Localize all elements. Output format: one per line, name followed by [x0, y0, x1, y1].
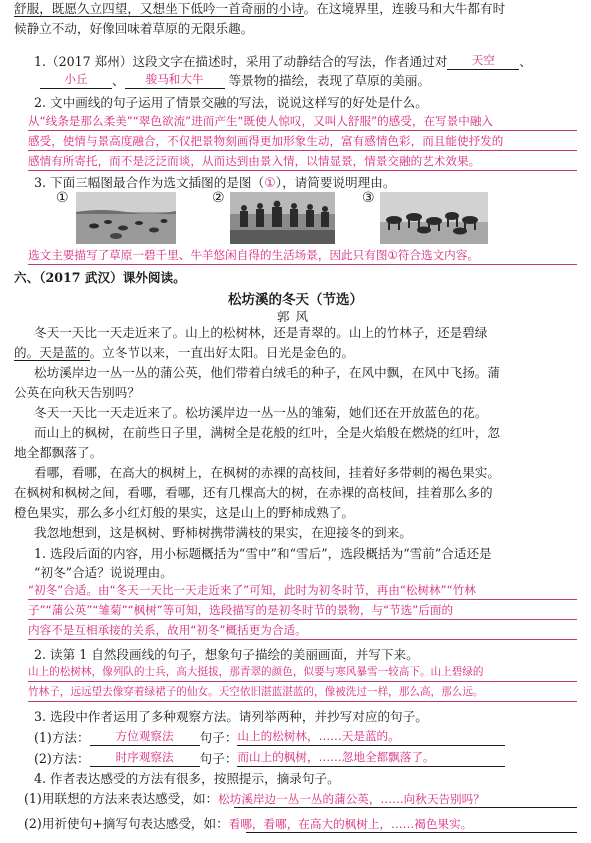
row-label: (1)用联想的方法来表达感受，如： — [24, 791, 219, 806]
answer-rule — [28, 639, 577, 640]
picture-label: ① — [56, 190, 69, 206]
answer-blank[interactable]: 骏马和大牛 — [125, 71, 225, 89]
question-text: 3. 下面三幅图最合作为选文插图的是图（ — [34, 175, 265, 190]
picture-dancers — [230, 192, 335, 244]
passage-line: 橙色果实，那么多小红灯般的果实，这是山上的野柿成熟了。 — [14, 505, 355, 520]
underlined-sentence: 舒服，既愿久立四望，又想坐下低吟一首奇丽的小诗 — [14, 1, 304, 16]
question-b1: 1. 选段后面的内容，用小标题概括为“雪中”和“雪后”，选段概括为“雪前”合适还是 — [34, 546, 492, 561]
answer-line: 感情有所寄托，而不是泛泛而谈，从而达到由景入情，以情显景，情景交融的艺术效果。 — [28, 154, 481, 168]
sentence-answer[interactable]: 而山上的枫树，……忽地全都飘落了。 — [237, 749, 505, 767]
passage-line: 公英在向秋天告别吗？ — [14, 385, 140, 400]
answer-line: “初冬”合适。由“冬天一天比一天走近来了”可知，此时为初冬时节，再由“松树林”“竹林 — [28, 583, 476, 597]
feeling-answer[interactable]: 松坊溪岸边一丛一丛的蒲公英，……向秋天告别吗？ — [218, 792, 485, 806]
answer-rule — [28, 170, 577, 171]
question-3 — [34, 174, 577, 192]
answer-line: 山上的松树林，像列队的士兵，高大挺拔，那青翠的颜色，似要与寒风暴雪一较高下。山上碧绿的 — [28, 666, 484, 678]
row-label: (2)用祈使句+摘写句表达感受，如： — [24, 816, 229, 831]
method-answer[interactable]: 方位观察法 — [90, 728, 200, 746]
passage-line: 看哪，看哪，在高大的枫树上，在枫树的赤裸的高枝间，挂着好多带刺的褐色果实。 — [34, 465, 500, 480]
passage-line: 冬天一天比一天走近来了。松坊溪岸边一丛一丛的雏菊，她们还在开放蓝色的花。 — [34, 405, 488, 420]
method-row-1 — [34, 728, 577, 746]
passage-line: 我忽地想到，这是枫树、野柿树携带满枝的果实，在迎接冬的到来。 — [34, 525, 412, 540]
passage-text: 。在这境界里，连骏马和大牛都有时 — [303, 1, 506, 16]
answer-rule — [246, 832, 577, 833]
feeling-answer[interactable]: 看哪，看哪，在高大的枫树上，……褐色果实。 — [228, 817, 473, 831]
row-label: (1)方法： — [34, 730, 90, 745]
row-label: 句子： — [199, 730, 238, 745]
passage-line: 地全都飘落了。 — [14, 445, 103, 460]
passage-line: 在枫树和枫树之间，看哪，看哪，还有几棵高大的树，在赤裸的高枝间，挂着那么多的 — [14, 485, 493, 500]
picture-label: ③ — [362, 190, 375, 206]
feeling-row-1 — [24, 790, 577, 808]
answer-rule — [28, 130, 577, 131]
question-b2: 2. 读第 1 自然段画线的句子，想象句子描绘的美丽画面，并写下来。 — [34, 647, 419, 662]
answer-rule — [28, 681, 577, 682]
question-1 — [34, 52, 577, 70]
sentence-answer[interactable]: 山上的松树林，……天是蓝的。 — [237, 728, 505, 746]
article-title: 松坊溪的冬天（节选） — [228, 292, 363, 308]
answer-line: 内容不是互相承接的关系，故用“初冬”概括更为合适。 — [28, 623, 307, 637]
underlined-sentence: 的。天是蓝的 — [14, 345, 90, 360]
question-2: 2. 文中画线的句子运用了情景交融的写法，说说这样写的好处是什么。 — [34, 95, 428, 110]
question-text: 1.（2017 郑州）这段文字在描述时，采用了动静结合的写法，作者通过对 — [34, 54, 448, 69]
answer-rule — [28, 619, 577, 620]
answer-line: 竹林子，远远望去像穿着绿裙子的仙女。天空依旧湛蓝湛蓝的，像被洗过一样，那么高，那么远。 — [28, 686, 484, 698]
passage-line — [14, 0, 577, 17]
answer-rule — [28, 150, 577, 151]
article-author: 郭风 — [276, 309, 315, 324]
answer-rule — [28, 264, 577, 265]
passage-line: 松坊溪岸边一丛一丛的蒲公英，他们带着白绒毛的种子，在风中飘，在风中飞扬。蒲 — [34, 365, 500, 380]
picture-grassland-cattle — [76, 192, 176, 244]
answer-rule — [234, 807, 577, 808]
picture-label: ② — [212, 190, 225, 206]
separator: 、 — [112, 73, 125, 88]
answer-blank[interactable]: 小丘 — [40, 71, 112, 89]
answer-rule — [28, 599, 577, 600]
answer-line: 从“线条是那么柔美”“翠色欲流”进而产生“既使人惊叹，又叫人舒服”的感受，在写景中融入 — [28, 114, 494, 128]
answer-line: 感受，使情与景高度融合，不仅把景物刻画得更加形象生动，富有感情色彩，而且能使抒发的 — [28, 134, 504, 148]
answer-rule — [28, 701, 577, 702]
passage-line: 冬天一天比一天走近来了。山上的松树林，还是青翠的。山上的竹林子，还是碧绿 — [34, 325, 488, 340]
question-1-cont — [40, 71, 577, 89]
question-b4: 4. 作者表达感受的方法有很多，按照提示，摘录句子。 — [34, 771, 340, 786]
question-text: 等景物的描绘，表现了草原的美丽。 — [228, 73, 431, 88]
answer-blank[interactable]: 天空 — [447, 52, 519, 70]
row-label: 句子： — [199, 751, 238, 766]
answer-line: 选文主要描写了草原一碧千里、牛羊悠闲自得的生活场景，因此只有图①符合选文内容。 — [28, 248, 479, 262]
passage-line: 而山上的枫树，在前些日子里，满树全是花般的红叶，全是火焰般在燃烧的红叶，忽 — [34, 425, 500, 440]
picture-horses — [380, 192, 488, 244]
separator: 、 — [519, 54, 532, 69]
method-row-2 — [34, 749, 577, 767]
passage-text: 。立冬节以来，一直出好太阳。日光是金色的。 — [89, 345, 355, 360]
question-text: ），请简要说明理由。 — [275, 175, 396, 190]
question-b1-cont: “初冬”合适？说说理由。 — [34, 565, 173, 580]
passage-line — [14, 344, 577, 361]
answer-choice[interactable]: ① — [264, 176, 276, 191]
section-heading: 六、（2017 武汉）课外阅读。 — [14, 270, 186, 285]
feeling-row-2 — [24, 815, 577, 833]
passage-line: 候静立不动，好像回味着草原的无限乐趣。 — [14, 21, 254, 36]
question-b3: 3. 选段中作者运用了多种观察方法。请列举两种，并抄写对应的句子。 — [34, 709, 428, 724]
answer-line: 子”“蒲公英”“雏菊”“枫树”等可知，选段描写的是初冬时节的景物，与“节选”后面的 — [28, 603, 454, 617]
method-answer[interactable]: 时序观察法 — [90, 749, 200, 767]
row-label: (2)方法： — [34, 751, 90, 766]
